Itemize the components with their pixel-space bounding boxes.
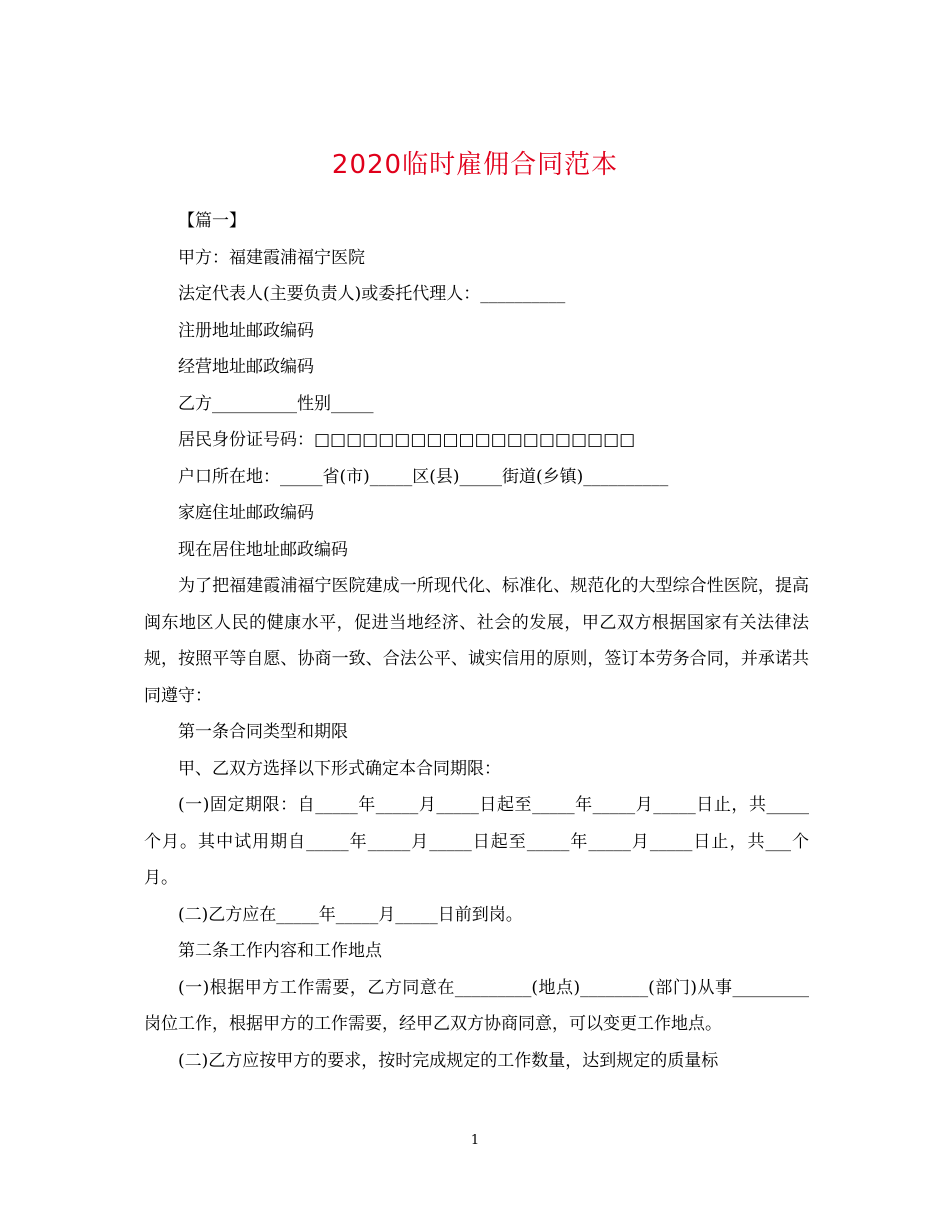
current-address-line: 现在居住地址邮政编码	[178, 539, 348, 560]
section-heading: 【篇一】	[178, 211, 246, 231]
article-2-clause-1: (一)根据甲方工作需要，乙方同意在_________(地点)________(部门)从事_________岗位工作，根据甲方的工作需要，经甲乙双方协商同意，可以变更工作地点。	[144, 977, 809, 1034]
home-address-line: 家庭住址邮政编码	[178, 503, 314, 523]
document-body	[144, 203, 809, 1079]
document-title: 2020临时雇佣合同范本	[331, 150, 619, 181]
party-a-line: 甲方：福建霞浦福宁医院	[178, 247, 365, 268]
page-number: 1	[470, 1133, 480, 1148]
article-1-heading: 第一条合同类型和期限	[178, 722, 348, 742]
party-b-line: 乙方__________性别_____	[178, 393, 374, 414]
article-1-intro: 甲、乙双方选择以下形式确定本合同期限：	[178, 758, 501, 779]
preamble-paragraph: 为了把福建霞浦福宁医院建成一所现代化、标准化、规范化的大型综合性医院，提高闽东地区人民的健康水平，促进当地经济、社会的发展，甲乙双方根据国家有关法律法规，按照平等自愿、协商一致、合法公平、诚实信用的原则，签订本劳务合同，并承诺共同遵守：	[144, 576, 809, 706]
article-2-heading: 第二条工作内容和工作地点	[178, 941, 382, 961]
article-2-clause-2: (二)乙方应按甲方的要求，按时完成规定的工作数量，达到规定的质量标	[178, 1050, 719, 1071]
business-address-line: 经营地址邮政编码	[178, 357, 314, 377]
article-1-clause-2: (二)乙方应在_____年_____月_____日前到岗。	[178, 904, 523, 925]
household-registration-line: 户口所在地：_____省(市)_____区(县)_____街道(乡镇)__________	[178, 466, 669, 487]
legal-representative-line: 法定代表人(主要负责人)或委托代理人：__________	[178, 284, 566, 304]
article-1-clause-1: (一)固定期限：自_____年_____月_____日起至_____年_____月_____日止，共_____个月。其中试用期自_____年_____月_____日起至_____年_____月_____日止，共___个月。	[144, 795, 809, 888]
registered-address-line: 注册地址邮政编码	[178, 320, 314, 341]
id-number-line: 居民身份证号码：□□□□□□□□□□□□□□□□□□□□	[178, 430, 636, 450]
